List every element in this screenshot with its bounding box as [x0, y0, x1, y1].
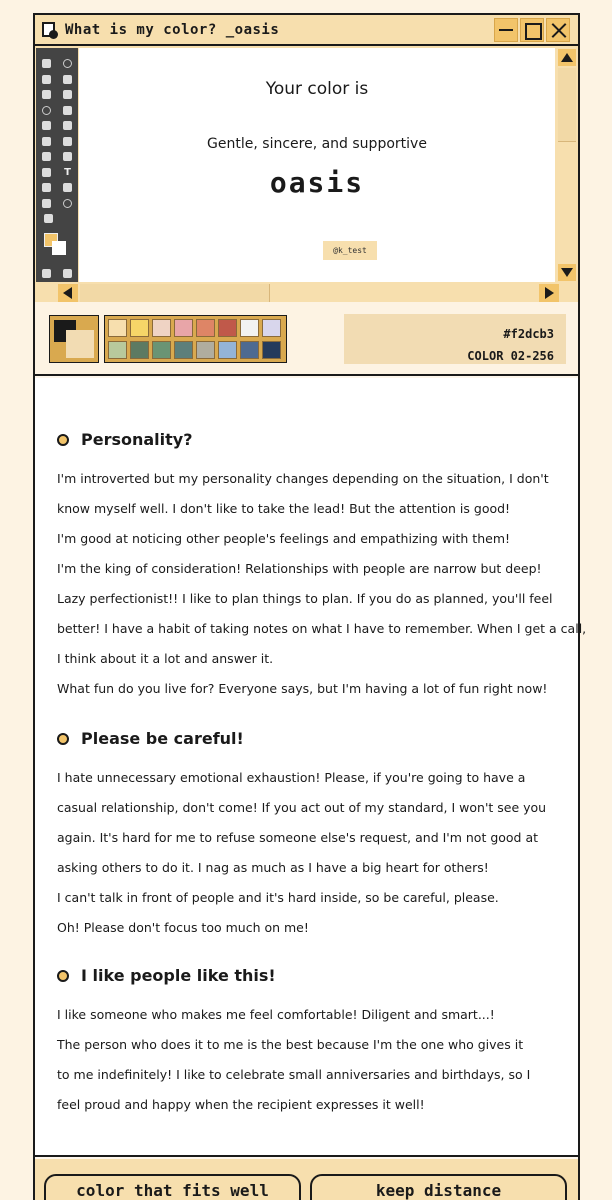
section-like-people: [57, 966, 557, 1120]
section-heading: [57, 729, 557, 748]
body-line: I'm the king of consideration! Relationships with people are narrow but deep!: [57, 561, 542, 576]
text-tool-icon[interactable]: T: [64, 166, 71, 178]
path-select-icon[interactable]: [42, 183, 51, 192]
gradient-tool-icon[interactable]: [63, 137, 72, 146]
dodge-tool-icon[interactable]: [63, 152, 72, 161]
color-description: Gentle, sincere, and supportive: [207, 136, 427, 152]
section-body: [57, 763, 557, 943]
window-title: What is my color? _oasis: [65, 21, 280, 38]
color-swatch[interactable]: [130, 319, 149, 337]
palette-bar: [35, 302, 578, 376]
pen-tool-icon[interactable]: [42, 168, 51, 177]
body-line: casual relationship, don't come! If you act out of my standard, I won't see you: [57, 800, 547, 815]
scroll-right-icon[interactable]: [539, 284, 559, 302]
color-swatch[interactable]: [218, 341, 237, 359]
move-tool-icon[interactable]: [42, 59, 51, 68]
color-swatch[interactable]: [130, 341, 149, 359]
close-icon[interactable]: [546, 18, 570, 42]
section-title: Please be careful!: [81, 729, 244, 748]
body-line: to me indefinitely! I like to celebrate small anniversaries and birthdays, so I: [57, 1067, 531, 1082]
screen-mode-icon[interactable]: [63, 269, 72, 278]
more-tools-icon[interactable]: [44, 214, 53, 223]
color-swatch[interactable]: [262, 341, 281, 359]
zoom-tool-icon[interactable]: [63, 199, 72, 208]
color-info-box: [344, 314, 566, 364]
circle-bullet-icon: [57, 970, 69, 982]
body-line: I can't talk in front of people and it's hard inside, so be careful, please.: [57, 890, 499, 905]
author-handle: @k_test: [323, 241, 377, 260]
color-swatch[interactable]: [240, 319, 259, 337]
stamp-tool-icon[interactable]: [42, 121, 51, 130]
vertical-scroll-thumb[interactable]: [558, 68, 576, 142]
current-color-swatch[interactable]: [49, 315, 99, 363]
result-heading: Your color is: [265, 79, 369, 99]
app-icon: [41, 21, 59, 39]
brush-tool-icon[interactable]: [63, 106, 72, 115]
body-line: I think about it a lot and answer it.: [57, 651, 274, 666]
keep-distance-button[interactable]: keep distance: [310, 1174, 567, 1200]
color-swatch[interactable]: [108, 319, 127, 337]
hex-code: #f2dcb3: [503, 327, 554, 341]
circle-bullet-icon: [57, 733, 69, 745]
body-line: asking others to do it. I nag as much as I have a big heart for others!: [57, 860, 489, 875]
body-line: What fun do you live for? Everyone says, but I'm having a lot of fun right now!: [57, 681, 548, 696]
ellipse-select-icon[interactable]: [63, 59, 72, 68]
section-title: Personality?: [81, 430, 193, 449]
lasso-tool-icon[interactable]: [42, 75, 51, 84]
vertical-scrollbar[interactable]: [557, 48, 576, 282]
body-line: again. It's hard for me to refuse someone else's request, and I'm not good at: [57, 830, 539, 845]
color-swatch[interactable]: [174, 341, 193, 359]
color-swatch[interactable]: [108, 341, 127, 359]
section-careful: [57, 729, 557, 943]
foreground-background-swatch[interactable]: [36, 233, 78, 267]
eraser-tool-icon[interactable]: [42, 137, 51, 146]
blur-tool-icon[interactable]: [42, 152, 51, 161]
body-line: Lazy perfectionist!! I like to plan things to plan. If you do as planned, you'll feel: [57, 591, 553, 606]
horizontal-scroll-thumb[interactable]: [80, 284, 270, 302]
section-body: [57, 464, 587, 704]
section-title: I like people like this!: [81, 966, 276, 985]
body-line: better! I have a habit of taking notes on what I have to remember. When I get a call,: [57, 621, 587, 636]
quick-mask-icon[interactable]: [42, 269, 51, 278]
body-line: feel proud and happy when the recipient expresses it well!: [57, 1097, 425, 1112]
secondary-color: [66, 330, 94, 358]
body-line: I'm introverted but my personality changes depending on the situation, I don't: [57, 471, 549, 486]
section-personality: [57, 430, 587, 704]
horizontal-scrollbar[interactable]: [35, 283, 578, 302]
hand-tool-icon[interactable]: [42, 199, 51, 208]
magic-wand-icon[interactable]: [63, 75, 72, 84]
body-line: know myself well. I don't like to take the lead! But the attention is good!: [57, 501, 511, 516]
scroll-down-icon[interactable]: [558, 264, 576, 281]
color-swatch[interactable]: [152, 319, 171, 337]
app-window: [33, 13, 587, 1200]
maximize-icon[interactable]: [520, 18, 544, 42]
editor-area: [35, 46, 578, 302]
color-swatch[interactable]: [196, 319, 215, 337]
shape-tool-icon[interactable]: [63, 183, 72, 192]
color-swatch[interactable]: [240, 341, 259, 359]
color-name: oasis: [269, 166, 365, 199]
color-swatch[interactable]: [174, 319, 193, 337]
scroll-left-icon[interactable]: [58, 284, 78, 302]
section-heading: [57, 966, 557, 985]
color-swatch[interactable]: [196, 341, 215, 359]
title-bar: [35, 15, 578, 46]
crop-tool-icon[interactable]: [42, 90, 51, 99]
canvas: [79, 48, 555, 282]
color-swatch[interactable]: [218, 319, 237, 337]
section-body: [57, 1000, 557, 1120]
color-swatch[interactable]: [262, 319, 281, 337]
circle-bullet-icon: [57, 434, 69, 446]
body-line: I'm good at noticing other people's feelings and empathizing with them!: [57, 531, 511, 546]
body-line: The person who does it to me is the best because I'm the one who gives it: [57, 1037, 524, 1052]
result-content: [35, 378, 587, 1157]
body-line: I like someone who makes me feel comfortable! Diligent and smart...!: [57, 1007, 495, 1022]
healing-tool-icon[interactable]: [42, 106, 51, 115]
tool-panel: [36, 48, 78, 282]
window-controls: [492, 18, 570, 42]
history-brush-icon[interactable]: [63, 121, 72, 130]
body-line: Oh! Please don't focus too much on me!: [57, 920, 309, 935]
body-line: I hate unnecessary emotional exhaustion! Please, if you're going to have a: [57, 770, 526, 785]
color-code: COLOR 02-256: [467, 349, 554, 363]
section-heading: [57, 430, 557, 449]
color-swatches: [104, 315, 287, 363]
minimize-icon[interactable]: [494, 18, 518, 42]
scroll-up-icon[interactable]: [558, 49, 576, 66]
eyedropper-icon[interactable]: [63, 90, 72, 99]
color-swatch[interactable]: [152, 341, 171, 359]
fits-well-button[interactable]: color that fits well: [44, 1174, 301, 1200]
bottom-bar: [35, 1159, 578, 1200]
